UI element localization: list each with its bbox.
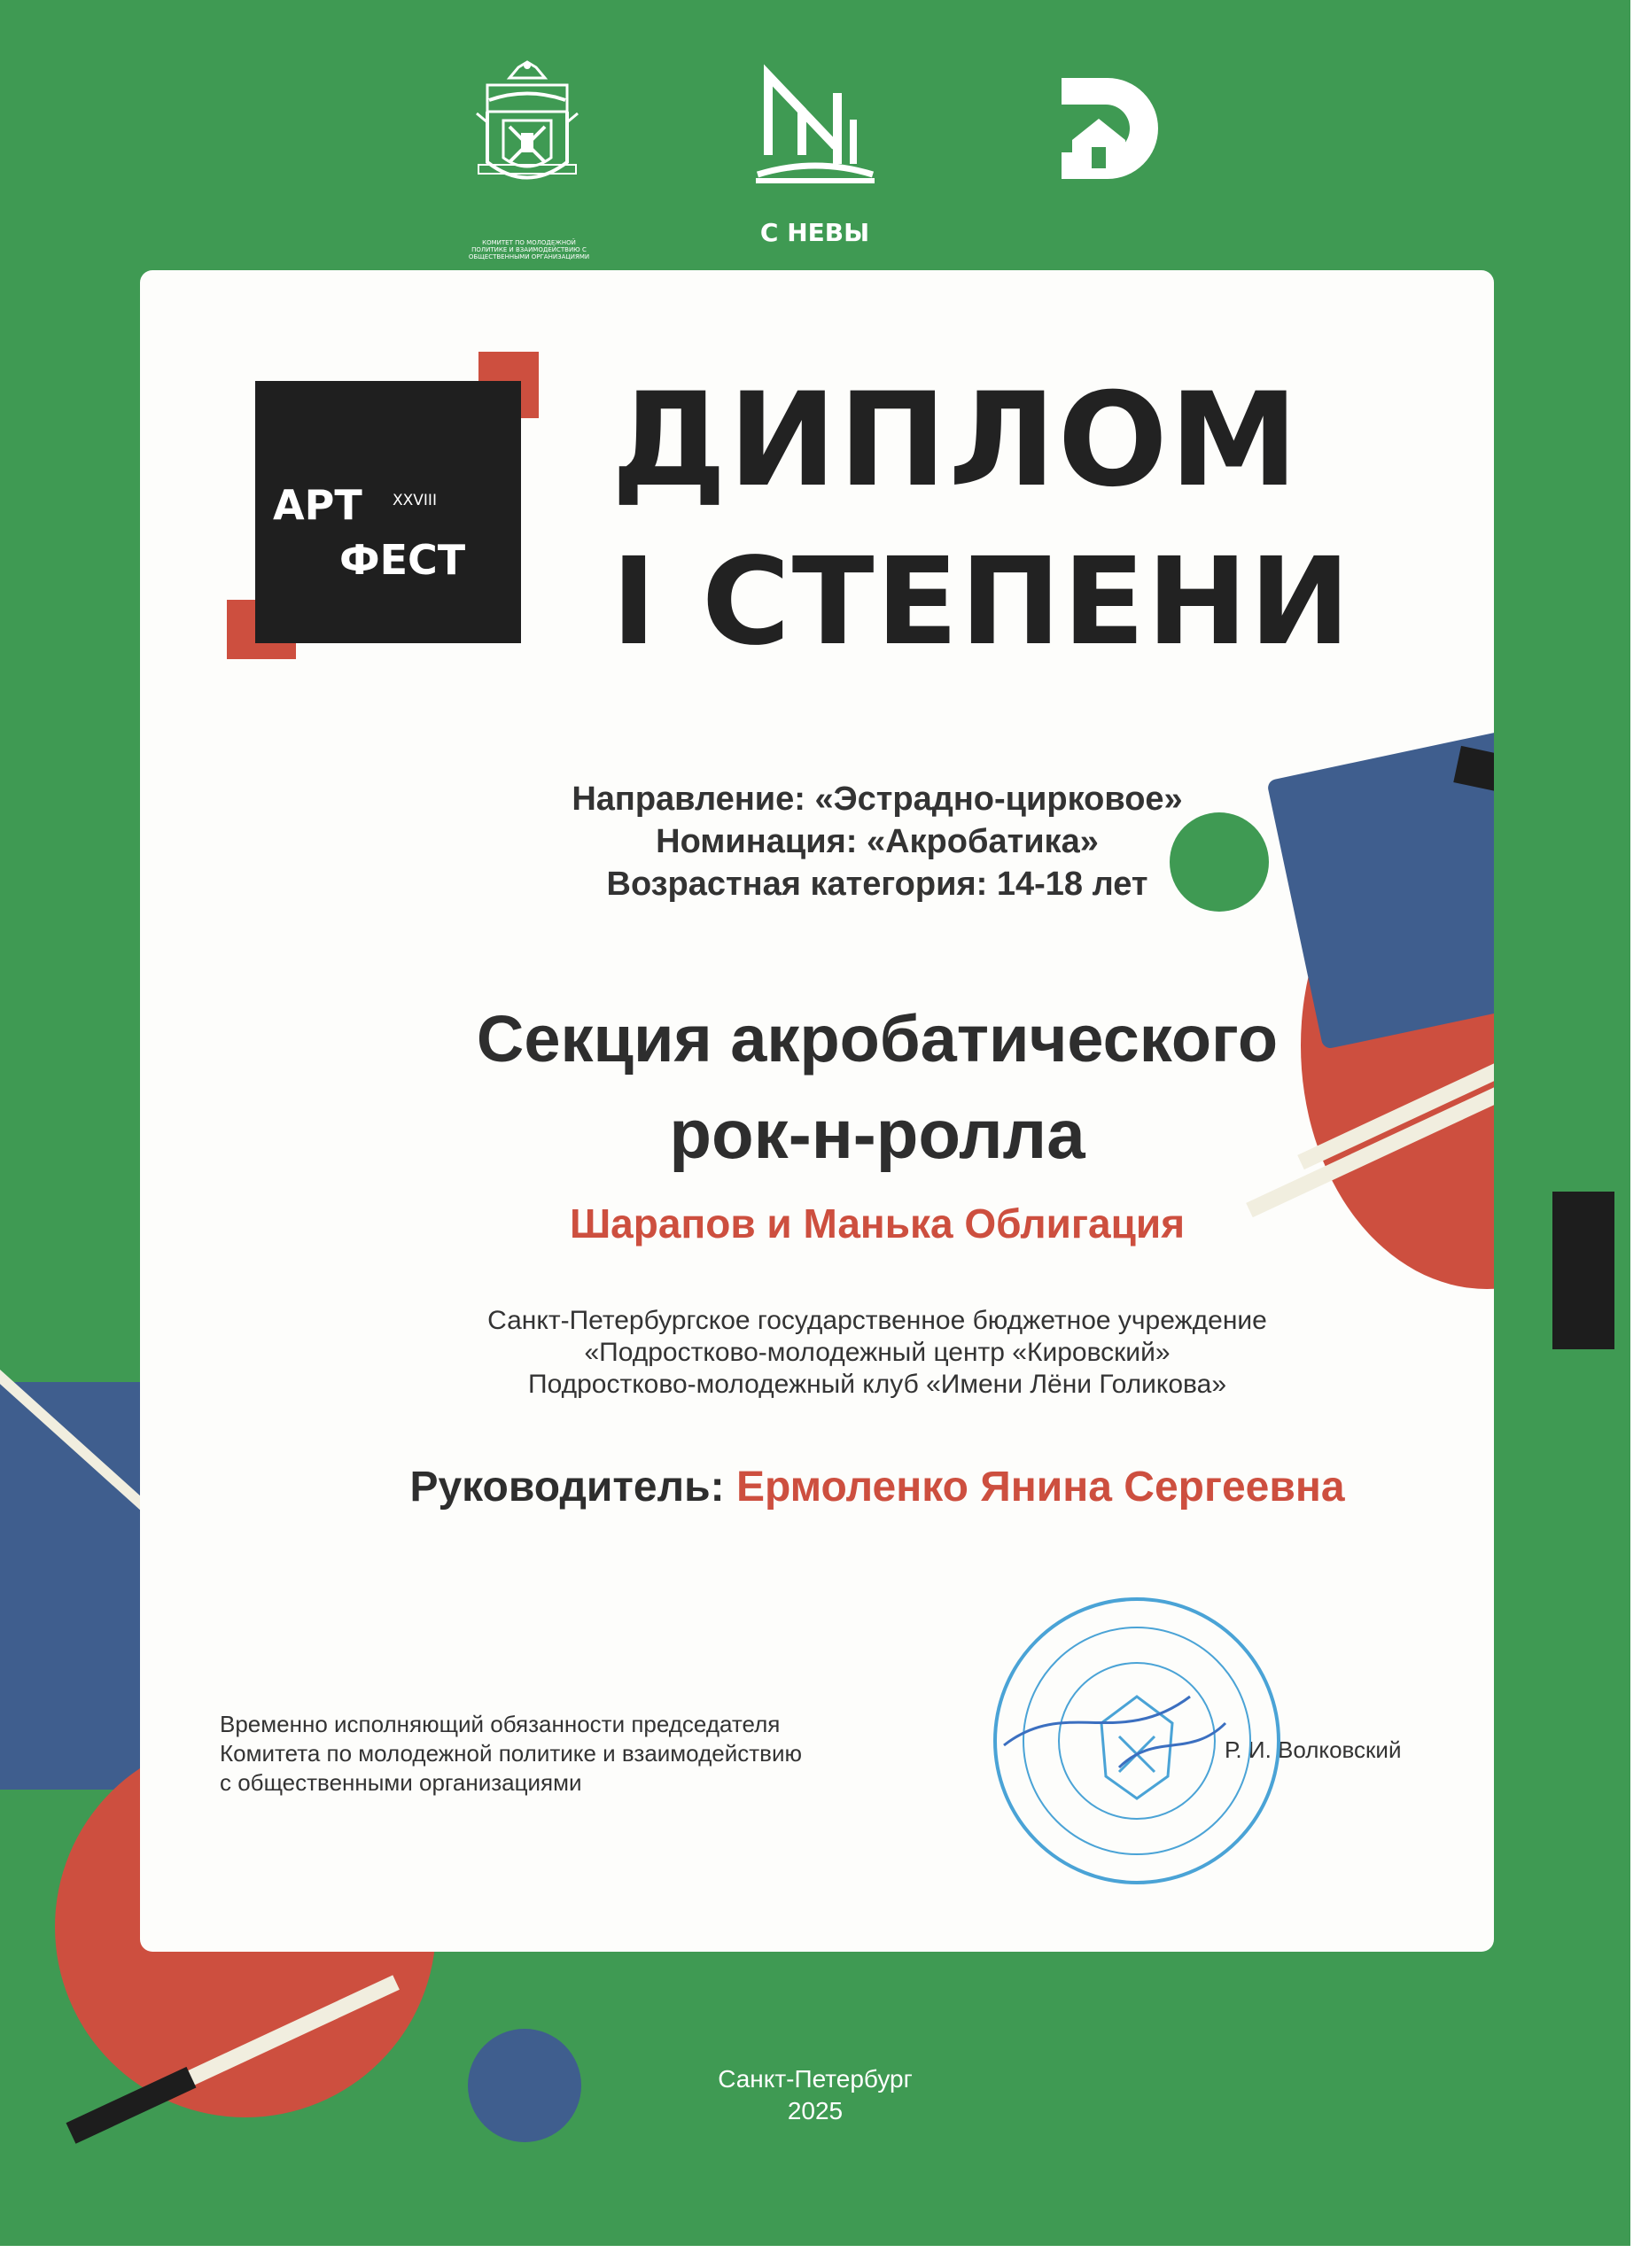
official-stamp: [986, 1590, 1287, 1891]
diploma-title-line2: I СТЕПЕНИ: [611, 532, 1352, 672]
institution-line3: Подростково-молодежный клуб «Имени Лёни Голикова»: [528, 1370, 1226, 1399]
institution-line1: Санкт-Петербургское государственное бюджетное учреждение: [487, 1306, 1267, 1335]
award-direction: Направление: «Эстрадно-цирковое»: [572, 781, 1183, 818]
artfest-logo-edition: XXVIII: [393, 492, 437, 509]
footer-city: Санкт-Петербург: [718, 2065, 913, 2093]
house-d-icon: [1054, 71, 1170, 186]
deco-black-bar-right: [1552, 1192, 1614, 1349]
leader-name: Ермоленко Янина Сергеевна: [735, 1464, 1345, 1511]
signer-position-line3: с общественными организациями: [220, 1769, 582, 1796]
leader-line: [337, 1462, 1418, 1513]
institution-line2: «Подростково-молодежный центр «Кировский»: [584, 1338, 1171, 1367]
official-stamp-seal: [986, 1590, 1287, 1891]
signer-position-line1: Временно исполняющий обязанности председателя: [220, 1711, 781, 1737]
d-house-logo: [1054, 71, 1170, 186]
recipient-name-line1: Секция акробатического: [476, 1002, 1279, 1076]
footer-year: 2025: [787, 2097, 844, 2124]
artfest-logo-line2: ФЕСТ: [339, 536, 466, 584]
recipient-name-line2: рок-н-ролла: [669, 1095, 1085, 1173]
s-nevy-logo-text: С НЕВЫ: [759, 218, 870, 247]
bridge-icon: [749, 58, 882, 217]
s-nevy-logo: [749, 58, 882, 247]
artfest-logo-line1: АРТ: [273, 481, 362, 529]
leader-label: Руководитель:: [409, 1464, 725, 1511]
committee-emblem-caption: КОМИТЕТ ПО МОЛОДЕЖНОЙ ПОЛИТИКЕ И ВЗАИМОДЕЙСТВИЮ С ОБЩЕСТВЕННЫМИ ОРГАНИЗАЦИЯМИ: [468, 239, 590, 260]
signer-name: Р. И. Волковский: [1225, 1736, 1402, 1763]
committee-emblem-logo: [468, 60, 590, 260]
award-nomination: Номинация: «Акробатика»: [656, 823, 1099, 860]
award-age-category: Возрастная категория: 14-18 лет: [606, 866, 1148, 903]
signer-position-line2: Комитета по молодежной политике и взаимодействию: [220, 1740, 802, 1767]
coat-of-arms-icon: [470, 60, 585, 211]
performance-title: Шарапов и Манька Облигация: [569, 1200, 1186, 1247]
diploma-card: [140, 270, 1494, 1952]
diploma-title-line1: ДИПЛОМ: [611, 365, 1301, 516]
